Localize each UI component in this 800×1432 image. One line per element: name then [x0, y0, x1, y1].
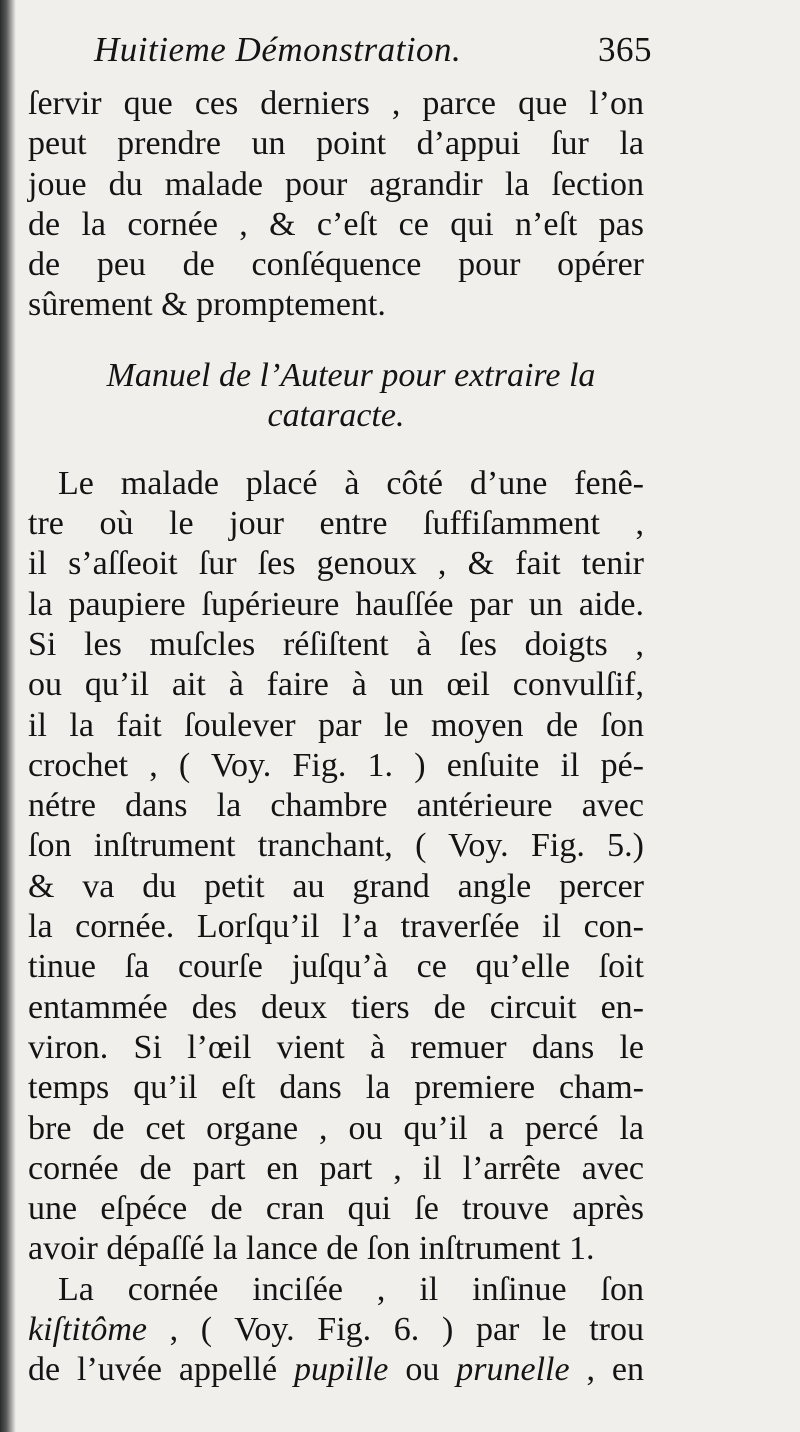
term-prunelle: prunelle: [456, 1351, 570, 1389]
text-line: temps qu’il eſt dans la premiere cham-: [28, 1069, 644, 1107]
text-line: tre où le jour entre ſuffiſamment ,: [28, 505, 644, 543]
text-line: peut prendre un point d’appui ſur la: [28, 125, 644, 163]
running-head-title: Huitieme Démonstration.: [94, 30, 462, 69]
text-line: bre de cet organe , ou qu’il a percé la: [28, 1109, 644, 1147]
text-line: une eſpéce de cran qui ſe trouve après: [28, 1190, 644, 1228]
running-head: [28, 22, 652, 84]
scan-binding-shadow: [0, 0, 16, 1432]
text-line: crochet , ( Voy. Fig. 1. ) enſuite il pé-: [28, 746, 644, 784]
text-line: ſervir que ces derniers , parce que l’on: [28, 85, 644, 122]
text-fragment: , ( Voy. Fig. 6. ) par le trou: [146, 1311, 644, 1349]
text-line: de peu de conſéquence pour opérer: [28, 246, 644, 284]
text-line: joue du malade pour agrandir la ſection: [28, 165, 644, 203]
text-line: Le malade placé à côté d’une fenê-: [58, 464, 644, 502]
term-pupille: pupille: [293, 1351, 389, 1389]
section-heading-line: Manuel de l’Auteur pour extraire la: [106, 356, 596, 394]
text-line: Si les muſcles réſiſtent à ſes doigts ,: [28, 625, 644, 663]
text-line: viron. Si l’œil vient à remuer dans le: [28, 1028, 644, 1066]
text-line-with-term: [28, 1310, 644, 1350]
text-fragment: ou: [388, 1351, 457, 1389]
text-line: sûrement & promptement.: [28, 286, 386, 324]
text-line: & va du petit au grand angle percer: [28, 867, 644, 905]
text-line: il la fait ſoulever par le moyen de ſon: [28, 706, 644, 744]
text-line: La cornée inciſée , il inſinue ſon: [58, 1270, 644, 1308]
text-line: cornée de part en part , il l’arrête avec: [28, 1149, 644, 1187]
text-line: la cornée. Lorſqu’il l’a traverſée il con-: [28, 908, 644, 946]
paragraph-incision: [28, 1270, 644, 1391]
text-line: entammée des deux tiers de circuit en-: [28, 988, 644, 1026]
text-line: il s’aſſeoit ſur ſes genoux , & fait tenir: [28, 545, 644, 583]
paragraph-procedure: [28, 464, 644, 1270]
text-line: nétre dans la chambre antérieure avec: [28, 787, 644, 825]
text-line: ou qu’il ait à faire à un œil convulſif,: [28, 666, 644, 704]
text-fragment: de l’uvée appellé: [28, 1351, 294, 1389]
text-line-with-terms: [28, 1350, 644, 1390]
text-line: tinue ſa courſe juſqu’à ce qu’elle ſoit: [28, 948, 644, 986]
text-line: de la cornée , & c’eſt ce qui n’eſt pas: [28, 205, 644, 243]
term-kistitome: kiſtitôme: [28, 1311, 147, 1349]
text-line: avoir dépaſſé la lance de ſon inſtrument 1.: [28, 1230, 595, 1268]
text-fragment: , en: [569, 1351, 644, 1389]
page-number: 365: [598, 30, 652, 69]
text-line: ſon inſtrument tranchant, ( Voy. Fig. 5.): [28, 827, 644, 865]
intro-paragraph: [28, 84, 644, 326]
section-heading-line: cataracte.: [267, 396, 405, 434]
text-line: la paupiere ſupérieure hauſſée par un aide.: [28, 585, 644, 623]
section-heading: [28, 356, 644, 436]
book-page: [28, 22, 652, 1391]
